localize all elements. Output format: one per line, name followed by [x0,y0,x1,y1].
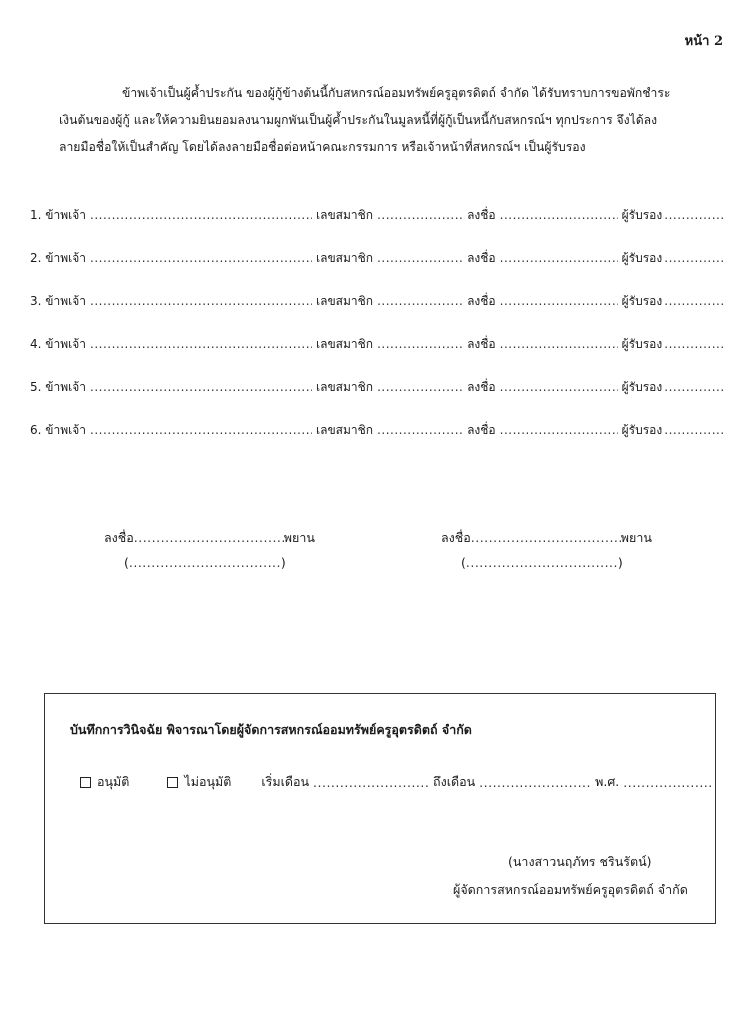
member-label: เลขสมาชิก [316,423,374,437]
name-label: ข้าพเจ้า [45,208,87,222]
signature-field[interactable] [500,294,618,308]
member-number-field[interactable] [377,380,463,394]
signature-field[interactable] [500,423,618,437]
member-number-field[interactable] [377,208,463,222]
sign-label: ลงชื่อ [467,423,496,437]
certifier-label: ผู้รับรอง [621,337,663,351]
certifier-label: ผู้รับรอง [621,294,663,308]
row-number: 1. [30,208,42,222]
statement-line-3: ลายมือชื่อให้เป็นสำคัญ โดยได้ลงลายมือชื่อต่อหน้าคณะกรรมการ หรือเจ้าหน้าที่สหกรณ์ฯ เป็นผู้รับรอง [59,140,586,154]
guarantor-row-5 [30,378,730,397]
name-label: ข้าพเจ้า [45,251,87,265]
certifier-label: ผู้รับรอง [621,380,663,394]
guarantor-row-3 [30,292,730,311]
signature-field[interactable] [500,251,618,265]
witness-name-field[interactable] [466,555,618,570]
approve-checkbox[interactable] [80,777,91,788]
open-paren: ( [461,555,466,570]
certifier-field[interactable] [664,380,724,394]
witness-1-signature [104,528,315,548]
member-label: เลขสมาชิก [316,208,374,222]
guarantor-row-2 [30,249,730,268]
start-month-label: เริ่มเดือน [261,774,310,789]
witness-name-field[interactable] [129,555,281,570]
row-number: 6. [30,423,42,437]
name-field[interactable] [90,380,312,394]
name-label: ข้าพเจ้า [45,294,87,308]
name-label: ข้าพเจ้า [45,380,87,394]
member-number-field[interactable] [377,294,463,308]
member-label: เลขสมาชิก [316,251,374,265]
witness-sign-label: ลงชื่อ [441,530,471,545]
row-number: 3. [30,294,42,308]
year-field[interactable] [623,775,711,790]
page-number: หน้า 2 [684,34,723,49]
close-paren: ) [617,555,623,570]
approve-label: อนุมัติ [97,774,130,789]
certifier-field[interactable] [664,208,724,222]
name-field[interactable] [90,208,312,222]
certifier-field[interactable] [664,251,724,265]
name-field[interactable] [90,423,312,437]
witness-sign-label: ลงชื่อ [104,530,134,545]
guarantor-row-4 [30,335,730,354]
guarantor-row-6 [30,421,730,440]
row-number: 2. [30,251,42,265]
end-month-field[interactable] [479,775,591,790]
end-month-label: ถึงเดือน [433,774,476,789]
member-number-field[interactable] [377,423,463,437]
statement-line-1: ข้าพเจ้าเป็นผู้ค้ำประกัน ของผู้กู้ข้างต้นนี้กับสหกรณ์ออมทรัพย์ครูอุตรดิตถ์ จำกัด ได้รับทราบการขอพักชำระ [122,86,671,100]
witness-role-label: พยาน [283,530,315,545]
witness-2-name [461,555,623,570]
witness-signature-field[interactable] [134,530,284,545]
start-month-field[interactable] [313,775,429,790]
guarantor-row-1 [30,206,730,225]
name-field[interactable] [90,294,312,308]
open-paren: ( [124,555,129,570]
certifier-field[interactable] [664,423,724,437]
witness-role-label: พยาน [620,530,652,545]
statement-line-2: เงินต้นของผู้กู้ และให้ความยินยอมลงนามผูกพันเป็นผู้ค้ำประกันในมูลหนี้ที่ผู้กู้เป็นหนี้กับสหกรณ์ฯ ทุกประการ จึงได้ลง [59,113,658,127]
manager-title: ผู้จัดการสหกรณ์ออมทรัพย์ครูอุตรดิตถ์ จำกัด [453,882,688,897]
close-paren: ) [280,555,286,570]
name-field[interactable] [90,251,312,265]
sign-label: ลงชื่อ [467,337,496,351]
certifier-field[interactable] [664,337,724,351]
name-label: ข้าพเจ้า [45,423,87,437]
row-number: 5. [30,380,42,394]
signature-field[interactable] [500,380,618,394]
member-label: เลขสมาชิก [316,337,374,351]
member-label: เลขสมาชิก [316,380,374,394]
member-number-field[interactable] [377,337,463,351]
sign-label: ลงชื่อ [467,208,496,222]
signature-field[interactable] [500,208,618,222]
year-label: พ.ศ. [595,774,620,789]
member-number-field[interactable] [377,251,463,265]
name-label: ข้าพเจ้า [45,337,87,351]
sign-label: ลงชื่อ [467,380,496,394]
witness-1-name [124,555,286,570]
sign-label: ลงชื่อ [467,294,496,308]
decision-title: บันทึกการวินิจฉัย พิจารณาโดยผู้จัดการสหกรณ์ออมทรัพย์ครูอุตรดิตถ์ จำกัด [70,722,472,737]
name-field[interactable] [90,337,312,351]
certifier-label: ผู้รับรอง [621,251,663,265]
certifier-label: ผู้รับรอง [621,423,663,437]
reject-checkbox[interactable] [167,777,178,788]
decision-options [80,772,711,792]
witness-signature-field[interactable] [471,530,621,545]
member-label: เลขสมาชิก [316,294,374,308]
witness-2-signature [441,528,652,548]
signature-field[interactable] [500,337,618,351]
certifier-label: ผู้รับรอง [621,208,663,222]
row-number: 4. [30,337,42,351]
sign-label: ลงชื่อ [467,251,496,265]
reject-label: ไม่อนุมัติ [184,774,232,789]
certifier-field[interactable] [664,294,724,308]
manager-name: (นางสาวนฤภัทร ชรินรัตน์) [508,854,652,869]
